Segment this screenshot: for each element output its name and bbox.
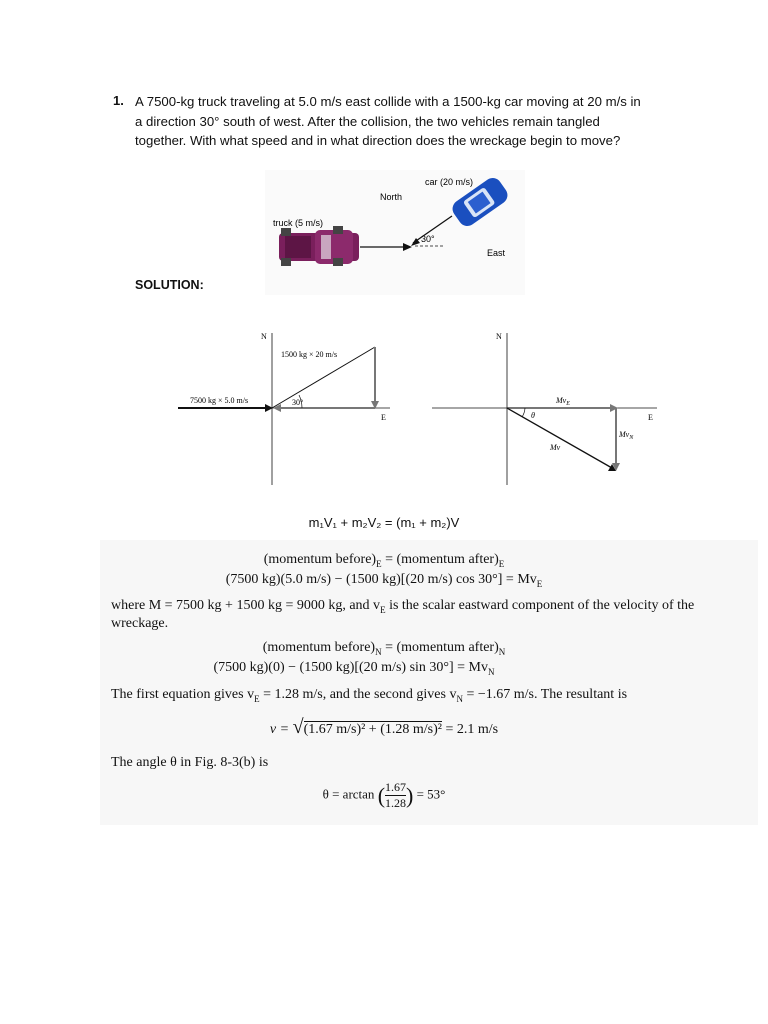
n-axis-label: N xyxy=(261,332,267,341)
north-momentum-header: (momentum $before)_N$ = (momentum $after)_N$ xyxy=(262,640,506,657)
truck-label: truck (5 m/s) xyxy=(273,218,324,228)
truck-momentum-label: 7500 kg × 5.0 m/s xyxy=(190,396,249,405)
mve-label: $Mv_E$ xyxy=(556,396,570,407)
car-momentum-label: 1500 kg × 20 m/s xyxy=(281,350,338,359)
where-line: where M = 7500 kg + 1500 kg = 9000 kg, and $v_E$ is the scalar eastward component of the velocity of the xyxy=(111,598,695,615)
car-label: car (20 m/s) xyxy=(425,177,474,187)
north-momentum-equation: (7500 kg)(0) − (1500 kg)[(20 m/s) $\sin 30^\circ] = Mv_N$ xyxy=(213,660,495,677)
where-line-2: wreckage. xyxy=(111,616,169,631)
collision-figure xyxy=(265,170,525,295)
mv-label: Mv xyxy=(550,443,561,452)
first-equation-result: The first equation gives $v_E = 1.28$ m/s, and the second gives $v_N = -1.67$ m/s. The resultant is xyxy=(111,687,628,704)
east-momentum-header: (momentum $before)_E$ = (momentum $after)_E$ xyxy=(263,552,505,569)
theta-equation: θ = arctan ( $\frac{1.67}{1.28}$ ) = 53° xyxy=(322,780,446,810)
e-axis-label: E xyxy=(381,413,386,422)
e-axis-label-b: E xyxy=(648,413,653,422)
angle-intro: The angle θ in Fig. 8-3(b) is xyxy=(111,755,269,770)
problem-line-3: together. With what speed and in what direction does the wreckage begin to move? xyxy=(135,133,621,148)
problem-statement xyxy=(135,92,677,151)
angle-label: 30° xyxy=(421,234,435,244)
angle-30-label: 30° xyxy=(292,398,304,407)
mvn-label: $Mv_N$ xyxy=(619,430,634,441)
problem-number: 1. xyxy=(113,93,124,108)
conservation-equation: m₁V₁ + m₂V₂ = (m₁ + m₂)V xyxy=(308,515,460,530)
east-label: East xyxy=(487,248,506,258)
momentum-diagram-b xyxy=(432,325,662,490)
truck-icon xyxy=(279,226,359,266)
problem-line-2: a direction 30° south of west. After the collision, the two vehicles remain tangled xyxy=(135,113,600,129)
n-axis-label-b: N xyxy=(496,332,502,341)
momentum-diagram-a xyxy=(175,325,405,490)
solution-heading: SOLUTION: xyxy=(135,278,204,292)
problem-line-1: A 7500-kg truck traveling at 5.0 m/s east collide with a 1500-kg car moving at 20 m/s in xyxy=(135,94,641,109)
east-momentum-equation: (7500 kg)(5.0 m/s) − (1500 kg)[(20 m/s) $\cos 30^\circ] = Mv_E$ xyxy=(225,572,543,589)
resultant-equation: v = √(1.67 m/s)² + (1.28 m/s)² = 2.1 m/s xyxy=(269,716,499,738)
theta-label-b: θ xyxy=(531,411,535,420)
north-label: North xyxy=(380,192,403,202)
